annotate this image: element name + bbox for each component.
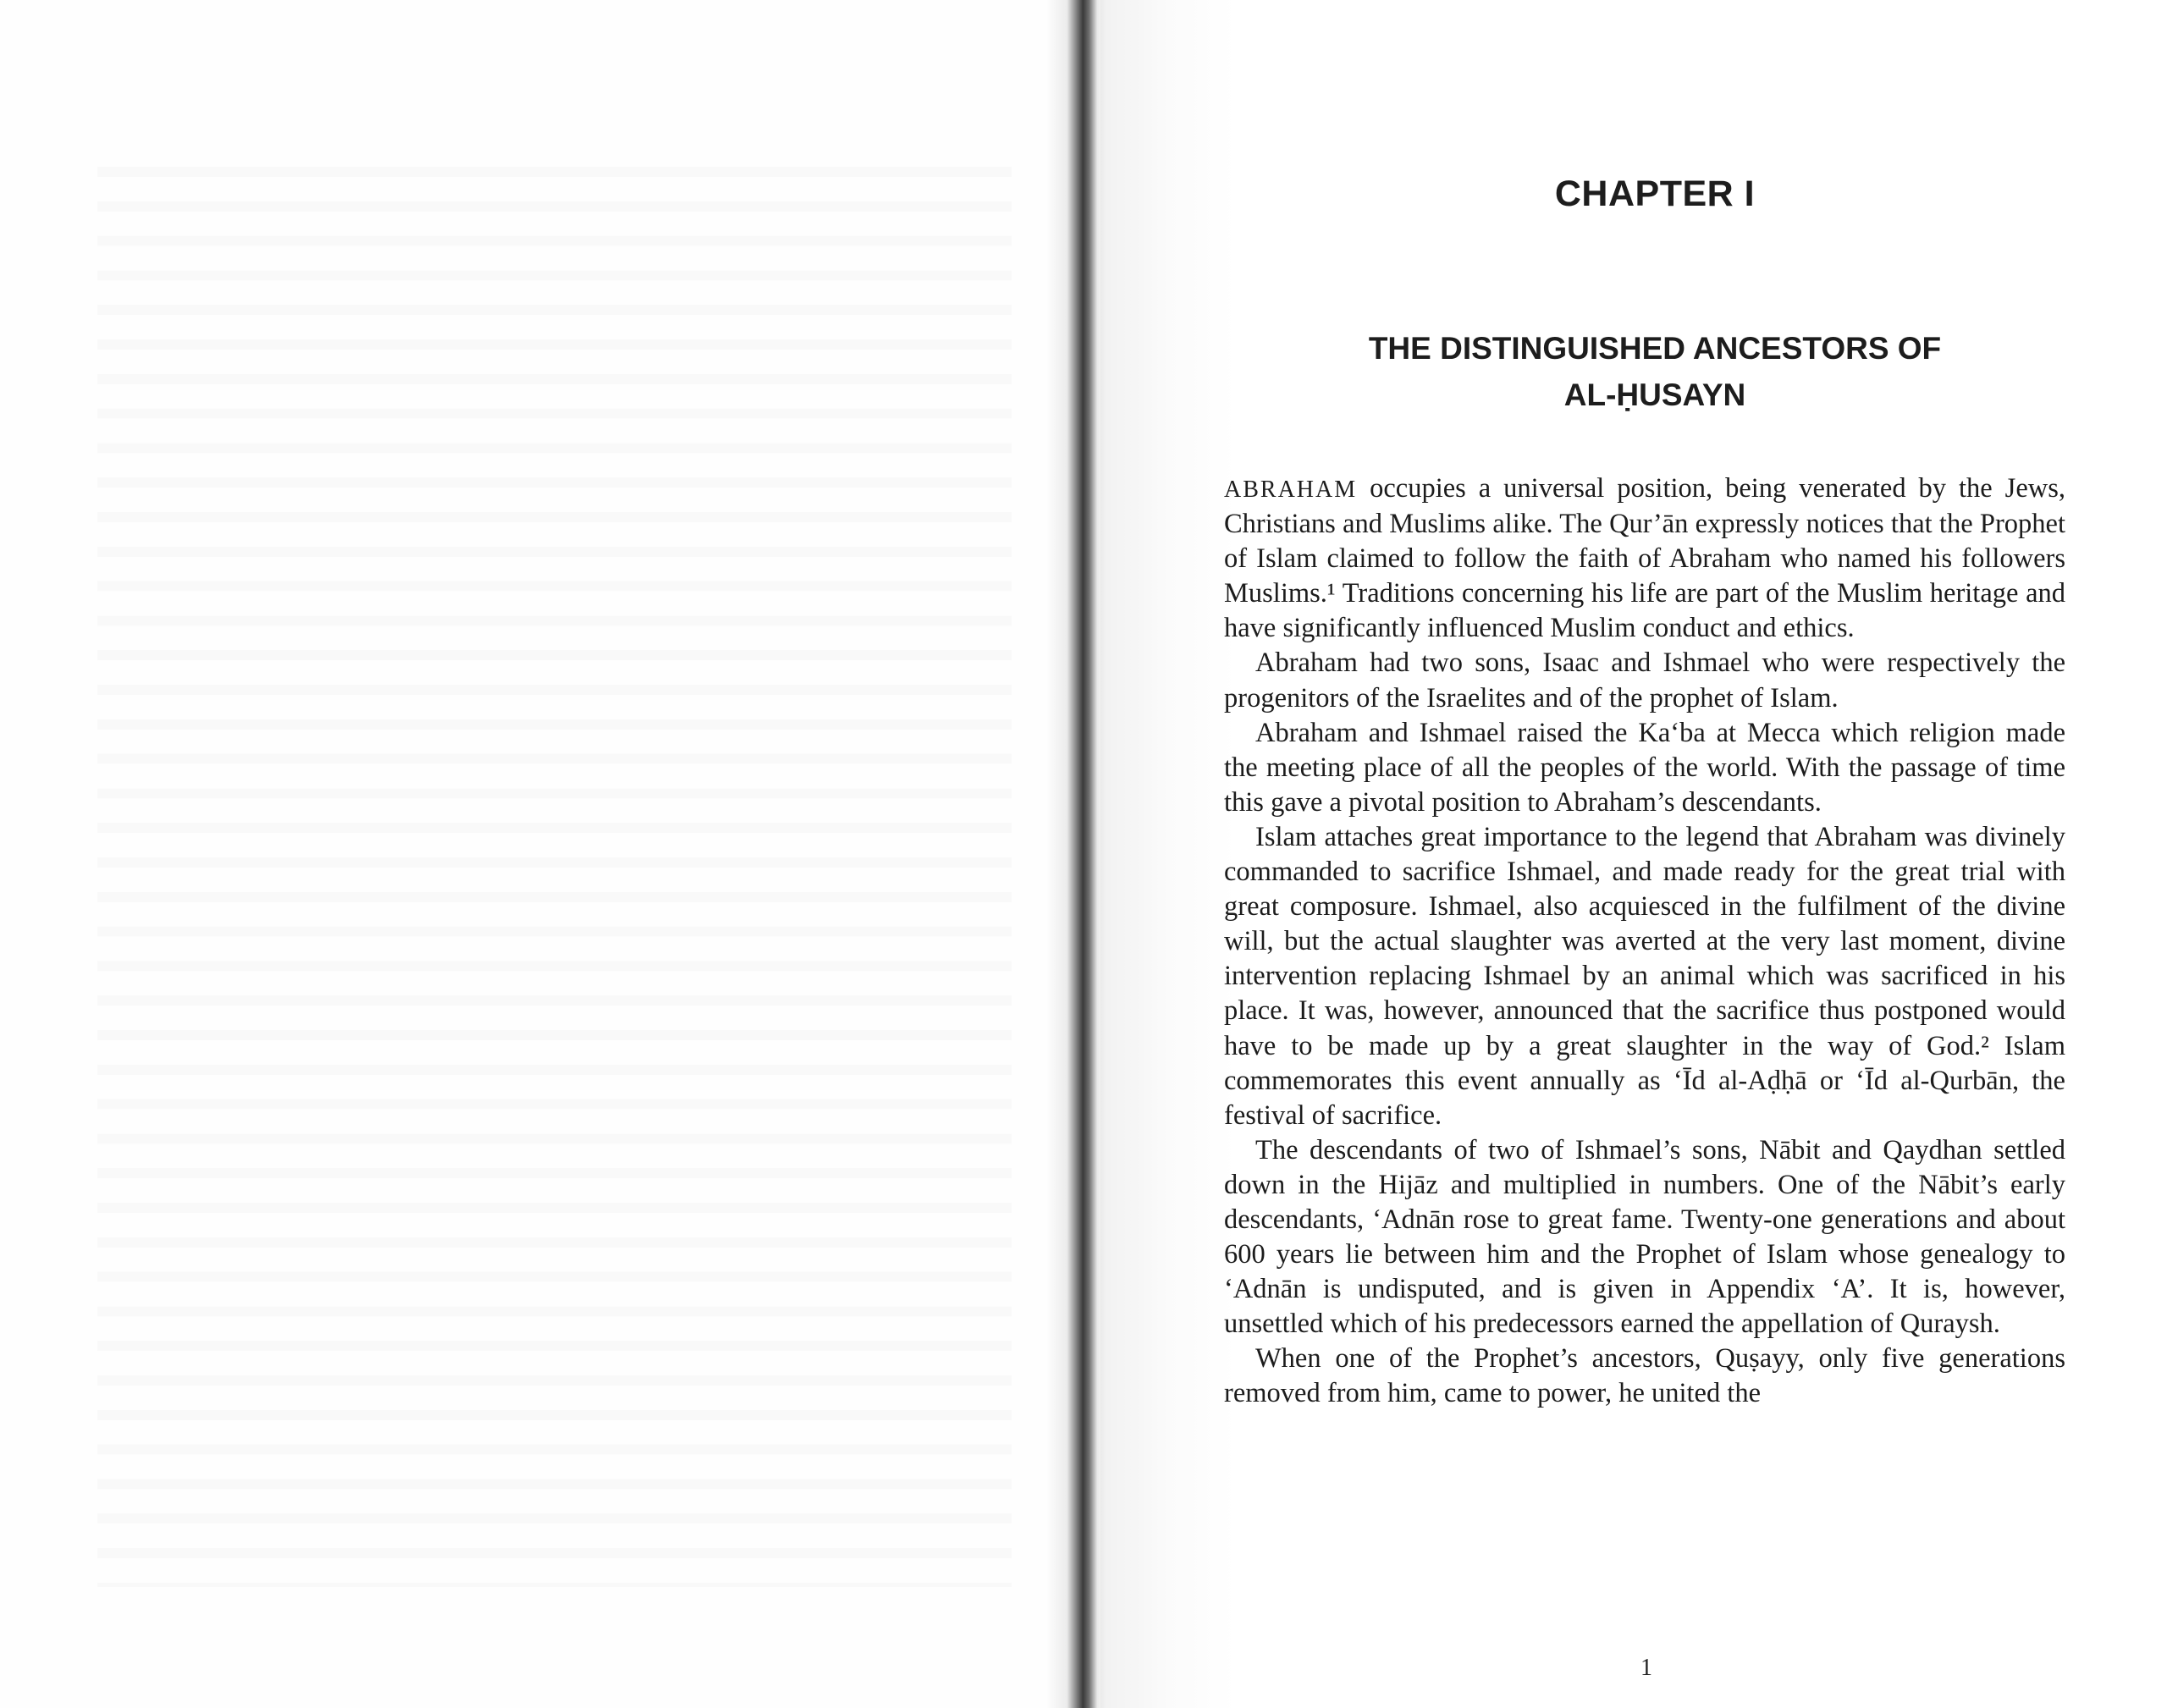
left-page-blank <box>0 0 1075 1708</box>
paragraph <box>1224 471 2065 646</box>
body-text <box>1224 471 2065 1412</box>
chapter-title-line-2: AL-ḤUSAYN <box>1563 377 1746 412</box>
show-through-text <box>97 148 1012 1587</box>
chapter-heading: CHAPTER I <box>1554 174 1756 214</box>
book-gutter <box>1046 0 1106 1708</box>
paragraph-lead-word: ABRAHAM <box>1224 477 1358 503</box>
chapter-title-line-1: THE DISTINGUISHED ANCESTORS OF <box>1368 331 1942 366</box>
paragraph-text: occupies a universal position, being venerated by the Jews, Christians and Muslims alike. The Qur’ān expressly notices that the Prophet of Islam claimed to follow the faith of Abraham who named his followers Muslims.¹ Traditions concerning his life are part of the Muslim heritage and have significantly influenced Muslim conduct and ethics. <box>1224 473 2065 644</box>
chapter-title <box>1210 325 2099 418</box>
page-number: 1 <box>1640 1655 1652 1681</box>
paragraph: Abraham and Ishmael raised the Ka‘ba at Mecca which religion made the meeting place of all the peoples of the world. With the passage of time this gave a pivotal position to Abraham’s descendants. <box>1224 717 2065 818</box>
paragraph: Abraham had two sons, Isaac and Ishmael who were respectively the progenitors of the Israelites and of the prophet of Islam. <box>1224 647 2065 714</box>
paragraph: The descendants of two of Ishmael’s sons, Nābit and Qaydhan settled down in the Hijāz and multiplied in numbers. One of the Nābit’s early descendants, ‘Adnān rose to great fame. Twenty-one generations and about 600 years lie between him and the Prophet of Islam whose genealogy to ‘Adnān is undisputed, and is given in Appendix ‘A’. It is, however, unsettled which of his predecessors earned the appellation of Quraysh. <box>1224 1134 2065 1340</box>
paragraph: Islam attaches great importance to the legend that Abraham was divinely commanded to sacrifice Ishmael, and made ready for the great trial with great composure. Ishmael, also acquiesced in the fulfilment of the divine will, but the actual slaughter was averted at the very last moment, divine intervention replacing Ishmael by an animal which was sacrificed in his place. It was, however, announced that the sacrifice thus postponed would have to be made up by a great slaughter in the way of God.² Islam commemorates this event annually as ‘Īd al-Aḍḥā or ‘Īd al-Qurbān, the festival of sacrifice. <box>1224 821 2065 1131</box>
paragraph: When one of the Prophet’s ancestors, Quṣayy, only five generations removed from him, came to power, he united the <box>1224 1343 2065 1409</box>
